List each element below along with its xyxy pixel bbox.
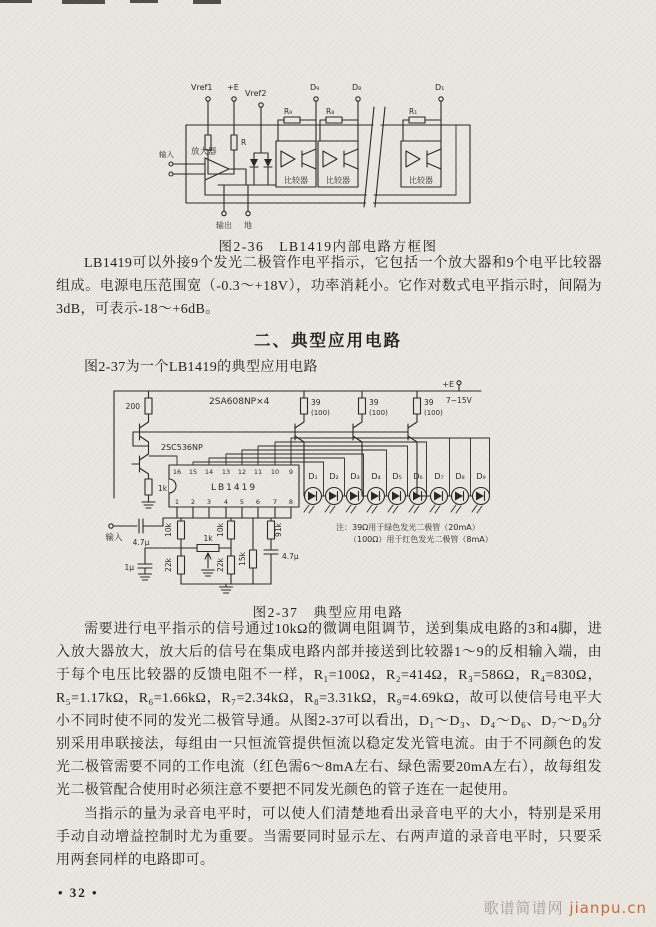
page-number: • 32 • [58,885,99,900]
terminal-label-plus-e: +E [227,83,239,92]
led-d4 [367,488,385,514]
amplifier-label: 放大器 [191,147,217,157]
resistor-label-10k-b: 10k [216,523,225,537]
terminal-label-vref2: Vref2 [245,89,267,98]
section-heading: 二、典型应用电路 [254,331,402,350]
ic-pin-15: 15 [188,468,198,476]
figure-2-36-caption: 图2-36 LB1419内部电路方框图 [218,239,438,254]
figure-2-37 [101,378,649,600]
resistor-label-22k-a: 22k [164,558,173,572]
ic-pin-5: 5 [239,498,245,506]
scan-mark [62,0,105,4]
led-label-d8: D₈ [455,472,465,481]
output-label: 输出 [216,221,232,230]
led-label-d2: D₂ [329,472,339,481]
capacitor-label-1u: 1μ [124,563,134,572]
rail-label: +E [442,380,454,389]
resistor-label-100-2: (100) [369,409,388,417]
resistor-label-r1: R₁ [409,107,418,116]
ic-pin-10: 10 [270,468,280,476]
led-chain [304,488,490,514]
intro-text-column [56,252,602,321]
ic-pin-numbers-top [173,468,293,476]
npn-label-2sc536: 2SC536NP [161,443,203,452]
paragraph-main: 需要进行电平指示的信号通过10kΩ的微调电阻调节，送到集成电路的3和4脚，进入放大器放大，放大后的信号在集成电路内部并接送到比较器1～9的反相输入端，由于每个电压比较器的反馈电阻不一样，R₁=100Ω，R₂=414Ω，R₃=586Ω，R₄=830Ω，R₅=1.17kΩ，R₆=1.66kΩ，R₇=2.34kΩ，R₈=3.31kΩ，R₉=4.69kΩ，故可以使信号电平大小不同时使不同的发光二极管导通。从图2-37可以看出，D₁～D₃、D₄～D₆、D₇～D₉分别采用串联接法，每组由一只恒流管提供恒流以稳定发光管电流。由于不同颜色的发光二极管需要不同的工作电流（红色需6～8mA左右、绿色需要20mA左右），故每组发光二极管配合使用时必须注意不要把不同发光颜色的管子连在一起使用。 [56,622,602,798]
figure-2-37-diagram [101,378,649,600]
led-d1 [304,488,322,514]
ic-pin-numbers-bottom [175,498,293,506]
ic-pin-6: 6 [255,498,261,506]
led-d3 [346,488,364,514]
current-source-1 [295,391,308,496]
figure-reference-line: 图2-37为一个LB1419的典型应用电路 [84,360,318,375]
ic-pin-7: 7 [272,498,278,506]
led-d7 [430,488,448,514]
resistor-label-15k: 15k [238,552,247,566]
led-label-d6: D₆ [413,472,423,481]
comparator-label-3: 比较器 [409,176,433,185]
scan-mark [193,0,221,4]
input-label: 输入 [159,150,174,159]
resistor-label-39-2: 39 [369,398,379,407]
capacitor-label-cfilter: 4.7μ [282,552,299,561]
ic-pin-2: 2 [190,498,196,506]
ic-pin-12: 12 [237,468,247,476]
ground-label: 地 [244,221,252,230]
input-network [109,507,291,593]
resistor-label-39-3: 39 [424,398,434,407]
terminal-label-d8: D₈ [352,83,362,92]
body-text-column [56,618,602,904]
resistor-label-10k-a: 10k [164,523,173,537]
resistor-label-bias: R [241,138,247,147]
ic-pin-16: 16 [172,468,182,476]
terminal-label-d9: D₉ [310,83,320,92]
resistor-label-r9: R₉ [284,107,293,116]
led-label-d9: D₉ [476,472,486,481]
ic-pin-8: 8 [288,498,294,506]
ic-pin-9: 9 [288,468,294,476]
figure-2-37-caption: 图2-37 典型应用电路 [252,605,404,620]
ic-pin-11: 11 [253,468,263,476]
figure-2-36-diagram [158,79,503,231]
ic-pin-14: 14 [204,468,214,476]
scan-mark [0,0,32,3]
resistor-label-1k: 1k [158,484,168,493]
resistor-label-200: 200 [125,402,140,411]
watermark-site-url: jianpu.cn [569,899,647,917]
led-label-d3: D₃ [350,472,360,481]
led-d2 [325,488,343,514]
pnp-group-label: 2SA608NP×4 [209,397,270,407]
terminal-label-d1: D₁ [435,83,445,92]
terminal-label-vref1: Vref1 [191,83,213,92]
break-marks [364,105,385,209]
watermark [484,897,647,918]
led-d8 [451,488,469,514]
input-terminal-label: 输入 [105,533,123,543]
figure-note-line1: 注：39Ω用于绿色发光二极管（20mA） [336,523,480,532]
resistor-label-100-1: (100) [311,409,330,417]
led-label-d7: D₇ [434,472,444,481]
paragraph-intro: LB1419可以外接9个发光二极管作电平指示，它包括一个放大器和9个电平比较器组成。电源电压范围宽（-0.3～+18V），功率消耗小。它作对数式电平指示时，间隔为3dB，可表示-18～+6dB。 [56,256,602,317]
led-label-d1: D₁ [308,472,318,481]
led-d6 [409,488,427,514]
pot-label-1k: 1k [203,534,213,543]
led-label-d4: D₄ [371,472,381,481]
comparator-label-2: 比较器 [326,176,350,185]
ic-name-label: LB1419 [210,483,258,493]
resistor-label-22k-b: 22k [216,558,225,572]
ic-pin-1: 1 [174,498,180,506]
comparator-label-1: 比较器 [284,176,308,185]
ic-pin-3: 3 [206,498,212,506]
led-d5 [388,488,406,514]
resistor-label-100-3: (100) [424,409,443,417]
resistor-label-39-1: 39 [311,398,321,407]
bottom-terminals [222,185,250,216]
voltage-range-label: 7~15V [446,396,472,405]
ic-pin-4: 4 [223,498,229,506]
ic-pin-13: 13 [221,468,231,476]
capacitor-label-cin: 4.7μ [132,538,150,547]
resistor-label-91k: 91k [274,523,283,537]
led-label-d5: D₅ [392,472,402,481]
figure-2-36 [158,79,503,231]
watermark-site-name: 歌谱简谱网 [483,899,564,917]
figure-note-line2: （100Ω）用于红色发光二极管（8mA） [349,535,493,544]
scan-mark [130,0,158,3]
led-d9 [472,488,490,514]
paragraph-last: 当指示的量为录音电平时，可以使人们清楚地看出录音电平的大小，特别是采用手动自动增益控制时尤为重要。当需要同时显示左、右两声道的录音电平时，只要采用两套同样的电路即可。 [56,807,602,868]
resistor-label-r8: R₈ [326,107,335,116]
